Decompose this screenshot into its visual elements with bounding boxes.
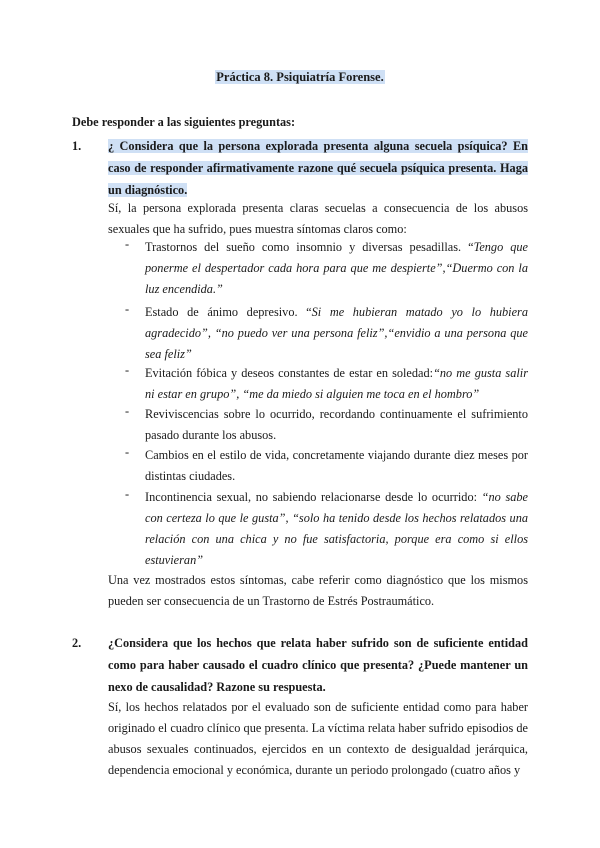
intro-text: Debe responder a las siguientes preguntas: bbox=[72, 115, 296, 129]
answer-1: Sí, la persona explorada presenta claras secuelas a consecuencia de los abusos sexuales que ha sufrido, pues muestra síntomas claros como: bbox=[108, 201, 528, 236]
bullet-item-3: Evitación fóbica y deseos constantes de estar en soledad:“no me gusta salir ni estar en grupo”, “me da miedo si alguien me toca en el hombro” bbox=[145, 366, 528, 401]
bullet-dash: - bbox=[125, 445, 130, 459]
document-title: Práctica 8. Psiquiatría Forense. bbox=[216, 70, 384, 84]
bullet-item-1: Trastornos del sueño como insomnio y diversas pesadillas. “Tengo que ponerme el despertador cada hora para que me despierte”,“Duermo con la luz encendida.” bbox=[145, 240, 528, 296]
question-2 bbox=[72, 632, 528, 698]
question-2-number: 2. bbox=[72, 636, 82, 650]
question-1-text: ¿ Considera que la persona explorada presenta alguna secuela psíquica? En caso de responder afirmativamente razone qué secuela psíquica presenta. Haga un diagnóstico. bbox=[108, 139, 528, 197]
bullet-item-6: Incontinencia sexual, no sabiendo relacionarse desde lo ocurrido: “no sabe con certeza lo que le gusta”, “solo ha tenido desde los hechos relatados una relación con una chica y no fue satisfactoria, porque era como si ellos estuvieran” bbox=[145, 490, 528, 567]
bullet-dash: - bbox=[125, 237, 130, 251]
bullet-dash: - bbox=[125, 487, 130, 501]
bullet-dash: - bbox=[125, 404, 130, 418]
answer-2: Sí, los hechos relatados por el evaluado son de suficiente entidad como para haber originado el cuadro clínico que presenta. La víctima relata haber sufrido episodios de abusos sexuales continuados, ejercidos en un contexto de desigualdad jerárquica, dependencia emocional y económica, durante un periodo prolongado (cuatro años y bbox=[108, 700, 528, 777]
bullet-item-5: Cambios en el estilo de vida, concretamente viajando durante diez meses por distintas ciudades. bbox=[145, 448, 528, 483]
question-2-text: ¿Considera que los hechos que relata haber sufrido son de suficiente entidad como para haber causado el cuadro clínico que presenta? ¿Puede mantener un nexo de causalidad? Razone su respuesta. bbox=[108, 636, 528, 694]
conclusion-1: Una vez mostrados estos síntomas, cabe referir como diagnóstico que los mismos pueden ser consecuencia de un Trastorno de Estrés Postraumático. bbox=[108, 573, 528, 608]
bullet-dash: - bbox=[125, 363, 130, 377]
question-1 bbox=[72, 135, 528, 201]
bullet-item-2: Estado de ánimo depresivo. “Si me hubieran matado yo lo hubiera agradecido”, “no puedo ver una persona feliz”,“envidio a una persona que sea feliz” bbox=[145, 305, 528, 361]
bullet-item-4: Reviviscencias sobre lo ocurrido, recordando continuamente el sufrimiento pasado durante los abusos. bbox=[145, 407, 528, 442]
question-1-number: 1. bbox=[72, 139, 82, 153]
bullet-dash: - bbox=[125, 302, 130, 316]
